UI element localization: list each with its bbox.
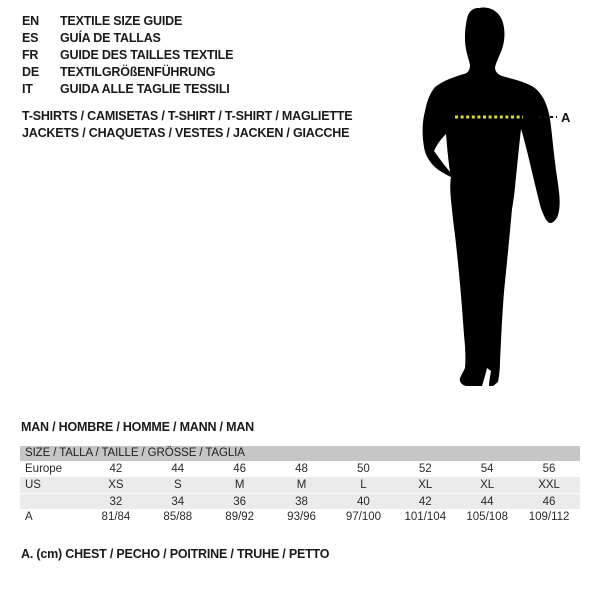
table-cell: 32	[109, 496, 123, 508]
lang-label: GUIDE DES TAILLES TEXTILE	[60, 48, 234, 62]
lang-code: ES	[22, 31, 39, 45]
row-label	[20, 494, 85, 510]
table-cell: 97/100	[345, 511, 382, 523]
table-cell: 44	[480, 496, 494, 508]
table-row-us	[20, 477, 580, 493]
table-cell: 52	[418, 463, 432, 475]
table-cell: 50	[357, 463, 370, 475]
table-cell: 105/108	[466, 511, 508, 523]
table-cell: 81/84	[101, 511, 131, 523]
category-block	[22, 108, 352, 142]
lang-label: TEXTILE SIZE GUIDE	[60, 14, 183, 28]
table-cell: 85/88	[163, 511, 193, 523]
lang-row-de	[22, 64, 233, 81]
lang-code: EN	[22, 14, 39, 28]
measurement-footnote: A. (cm) CHEST / PECHO / POITRINE / TRUHE / PETTO	[21, 547, 330, 561]
table-row-europe	[20, 461, 580, 477]
man-silhouette	[423, 8, 560, 387]
table-cell: 36	[233, 496, 247, 508]
man-silhouette-figure	[420, 6, 570, 386]
table-cell: M	[234, 479, 245, 491]
table-cell: 46	[542, 496, 556, 508]
lang-row-it	[22, 81, 233, 98]
table-cell: S	[173, 479, 182, 491]
language-title-block	[22, 13, 233, 98]
table-cell: 93/96	[287, 511, 316, 523]
lang-label: GUIDA ALLE TAGLIE TESSILI	[60, 82, 230, 96]
table-row-chest-a	[20, 509, 580, 525]
table-cell: 109/112	[528, 511, 570, 523]
man-silhouette-svg	[420, 6, 570, 386]
table-cell: 89/92	[225, 511, 255, 523]
table-cell: 40	[357, 496, 370, 508]
table-cell: XXL	[538, 479, 560, 491]
measure-label-a: A	[561, 110, 570, 125]
lang-code: IT	[22, 82, 33, 96]
lang-row-fr	[22, 47, 233, 64]
table-cell: 54	[480, 463, 494, 475]
row-label: Europe	[25, 463, 63, 475]
lang-label: GUÍA DE TALLAS	[60, 31, 161, 45]
lang-row-en	[22, 13, 233, 30]
table-cell: 42	[109, 463, 123, 475]
table-cell: L	[360, 479, 367, 491]
category-tshirts: T-SHIRTS / CAMISETAS / T-SHIRT / T-SHIRT / MAGLIETTE	[22, 109, 353, 123]
table-cell: M	[296, 479, 307, 491]
table-cell: XS	[108, 479, 124, 491]
table-row-numeric	[20, 493, 580, 509]
table-cell: 101/104	[404, 511, 447, 523]
row-label: US	[25, 479, 41, 491]
table-cell: 46	[233, 463, 247, 475]
size-table-header: SIZE / TALLA / TAILLE / GRÖSSE / TAGLIA	[20, 446, 580, 461]
category-jackets: JACKETS / CHAQUETAS / VESTES / JACKEN / GIACCHE	[22, 126, 350, 140]
table-cell: XL	[480, 479, 495, 491]
table-cell: XL	[418, 479, 433, 491]
size-table	[20, 446, 580, 525]
table-cell: 42	[418, 496, 432, 508]
table-cell: 44	[171, 463, 185, 475]
row-label: A	[25, 511, 33, 523]
table-cell: 56	[542, 463, 556, 475]
table-cell: 38	[295, 496, 308, 508]
lang-code: DE	[22, 65, 39, 79]
lang-code: FR	[22, 48, 39, 62]
section-title-man: MAN / HOMBRE / HOMME / MANN / MAN	[21, 420, 254, 434]
table-cell: 34	[171, 496, 185, 508]
table-cell: 48	[295, 463, 308, 475]
lang-row-es	[22, 30, 233, 47]
lang-label: TEXTILGRÖßENFÜHRUNG	[60, 65, 216, 79]
